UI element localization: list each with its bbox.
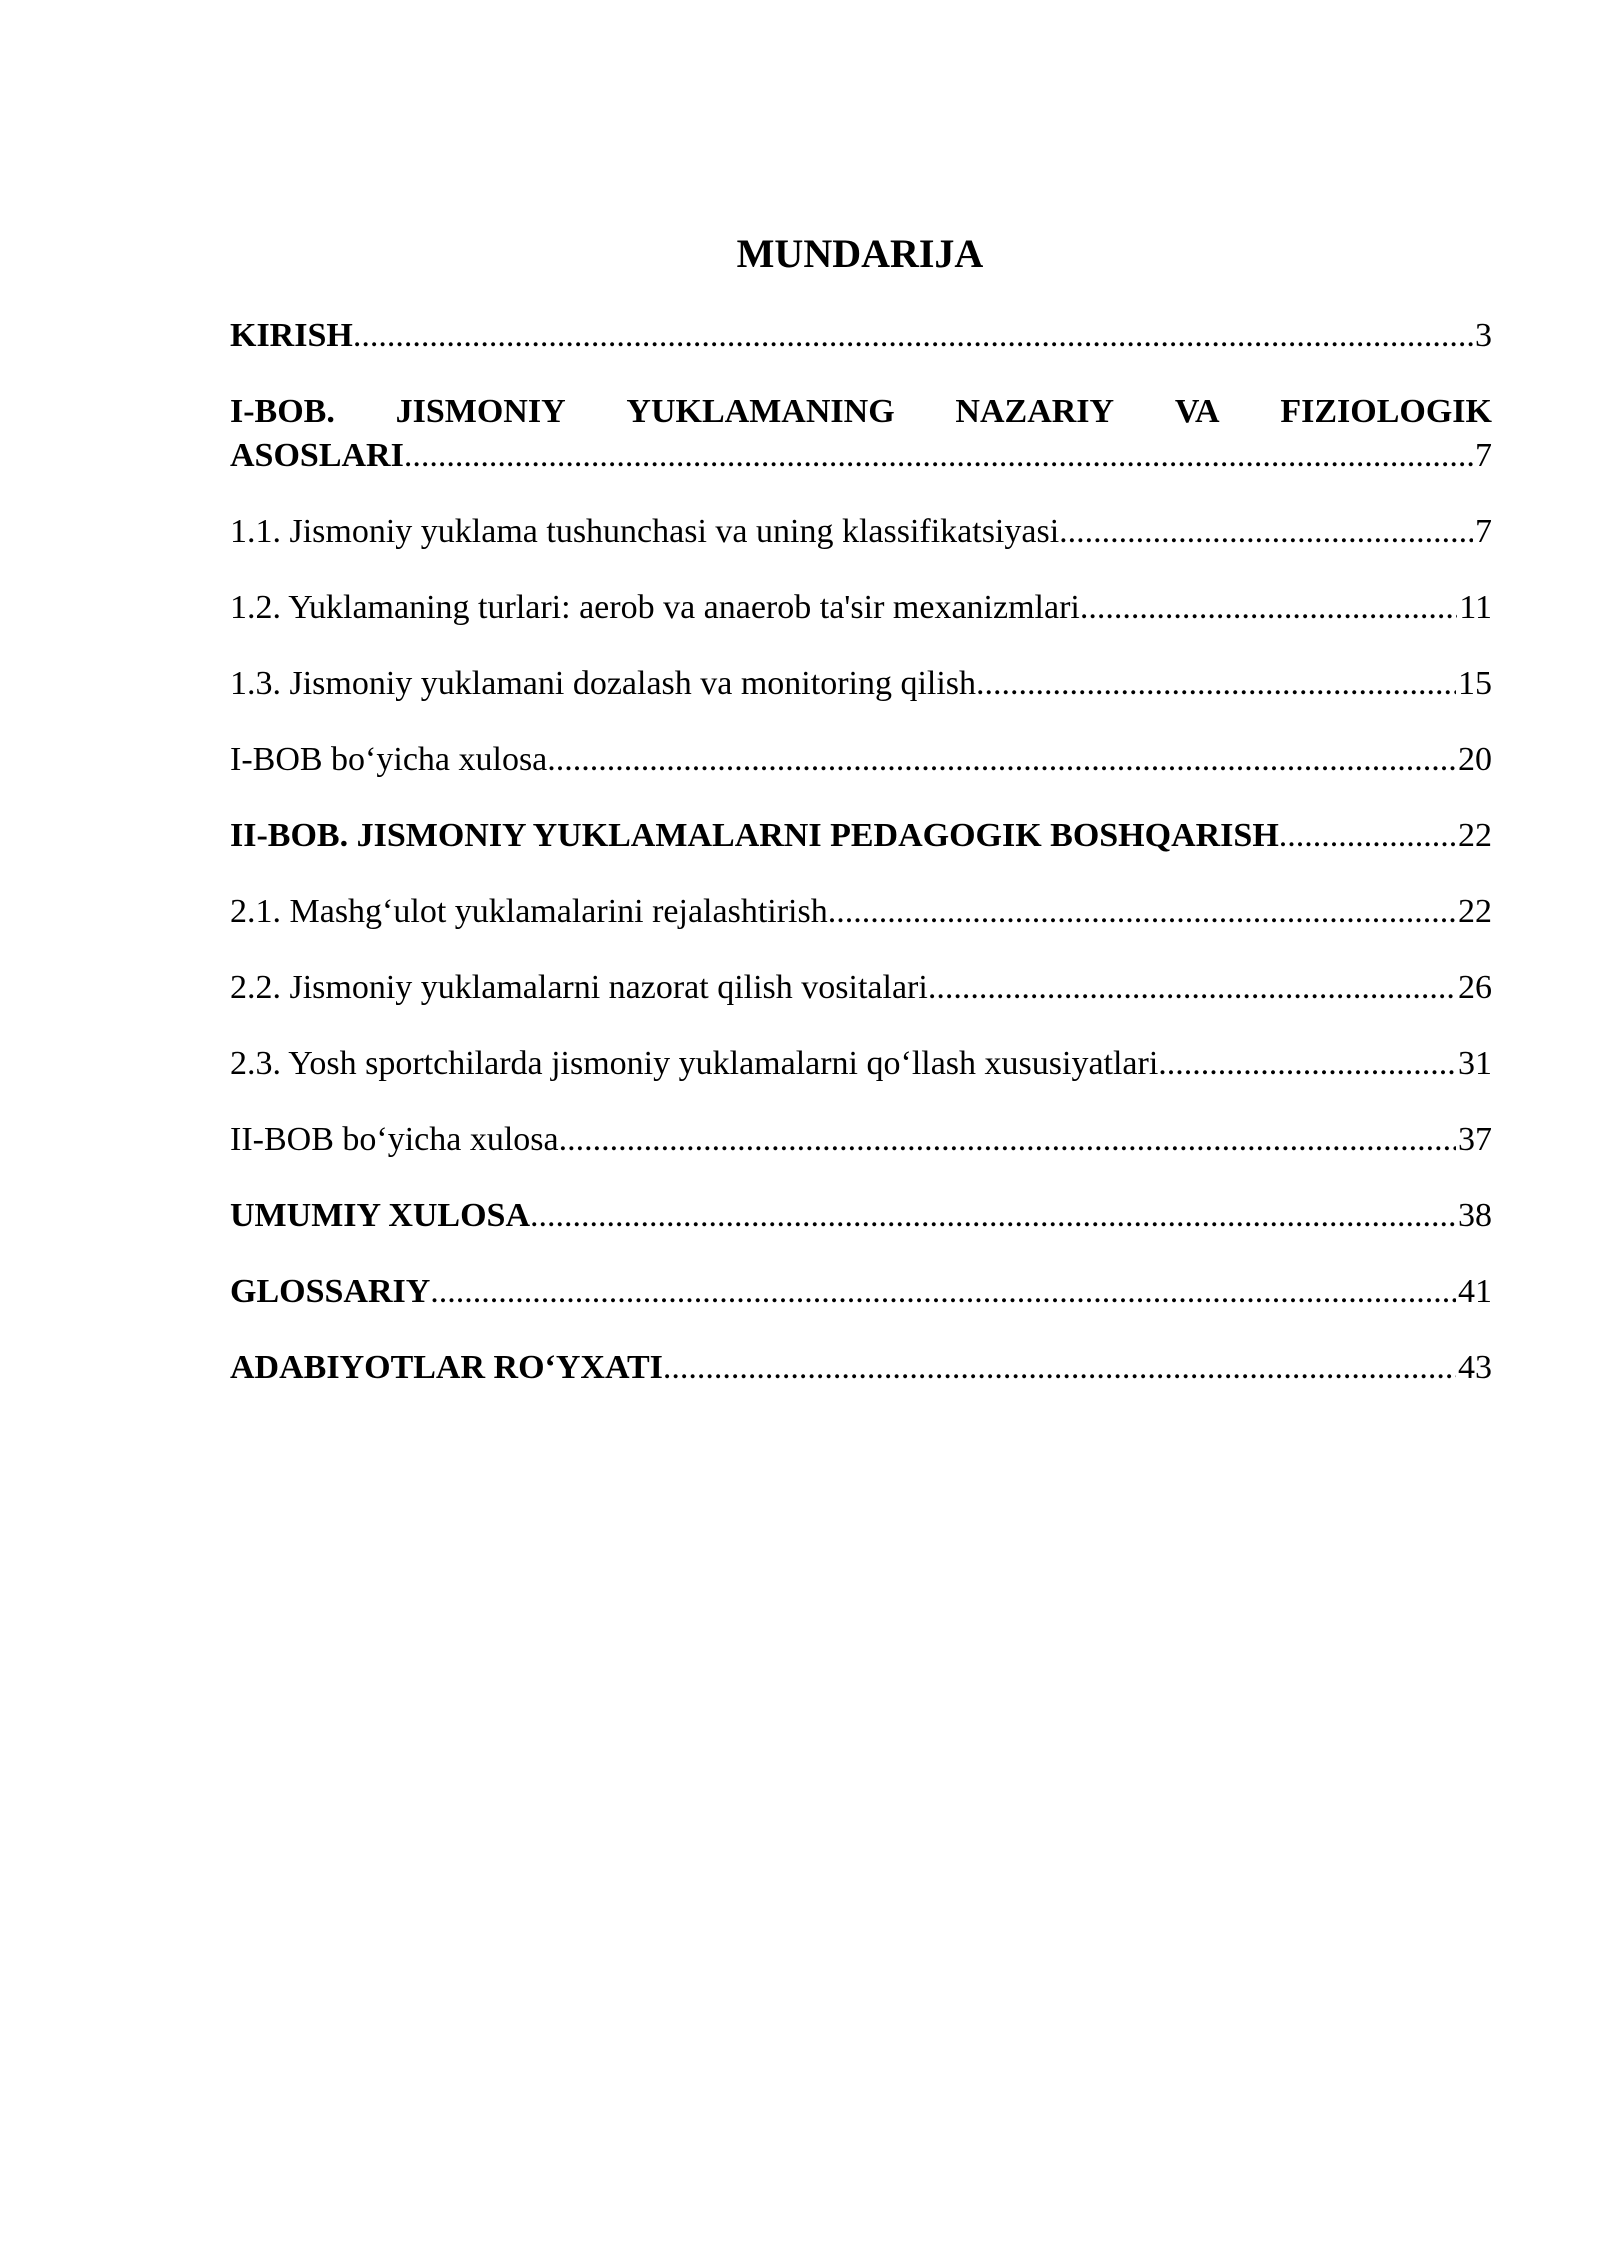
toc-entry-label-line1	[230, 390, 1492, 434]
toc-entry-1-1[interactable]	[230, 510, 1492, 554]
dot-leader	[559, 1118, 1456, 1162]
toc-entry-label: 2.2. Jismoniy yuklamalarni nazorat qilish vositalari	[230, 969, 928, 1006]
toc-entry-label: II-BOB. JISMONIY YUKLAMALARNI PEDAGOGIK BOSHQARISH	[230, 817, 1279, 854]
dot-leader	[976, 662, 1456, 706]
toc-entry-label: 1.2. Yuklamaning turlari: aerob va anaerob ta'sir mexanizmlari	[230, 589, 1080, 626]
dot-leader	[1279, 814, 1456, 858]
dot-leader	[530, 1194, 1456, 1238]
dot-leader	[828, 890, 1456, 934]
dot-leader	[430, 1270, 1456, 1314]
toc-entry-1-3[interactable]	[230, 662, 1492, 706]
toc-page-number: 26	[1458, 969, 1492, 1006]
dot-leader	[353, 314, 1473, 358]
toc-entry-chapter-1-conclusion[interactable]	[230, 738, 1492, 782]
toc-entry-label: 2.3. Yosh sportchilarda jismoniy yuklamalarni qo‘llash xususiyatlari	[230, 1045, 1159, 1082]
toc-entry-word: YUKLAMANING	[626, 393, 895, 430]
toc-entry-label: 1.3. Jismoniy yuklamani dozalash va monitoring qilish	[230, 665, 977, 702]
toc-entry-label: ASOSLARI	[230, 437, 404, 474]
toc-entry-2-1[interactable]	[230, 890, 1492, 934]
toc-entry-word: VA	[1174, 393, 1220, 430]
dot-leader	[928, 966, 1456, 1010]
toc-entry-label: GLOSSARIY	[230, 1273, 431, 1310]
toc-page-number: 31	[1458, 1045, 1492, 1082]
toc-page-number: 37	[1458, 1121, 1492, 1158]
toc-entry-references[interactable]	[230, 1346, 1492, 1390]
toc-page-number: 15	[1458, 665, 1492, 702]
dot-leader	[1059, 510, 1473, 554]
toc-page-number: 11	[1459, 589, 1492, 626]
toc-page-number: 41	[1458, 1273, 1492, 1310]
toc-entry-word: I-BOB.	[230, 393, 335, 430]
toc-page-number: 20	[1458, 741, 1492, 778]
toc-entry-label: 2.1. Mashg‘ulot yuklamalarini rejalashtirish	[230, 893, 828, 930]
dot-leader	[1080, 586, 1457, 630]
toc-entry-chapter-2[interactable]	[230, 814, 1492, 858]
toc-page-number: 7	[1475, 437, 1492, 474]
toc-page-number: 22	[1458, 817, 1492, 854]
toc-entry-2-3[interactable]	[230, 1042, 1492, 1086]
toc-entry-chapter-2-conclusion[interactable]	[230, 1118, 1492, 1162]
toc-entry-label: I-BOB bo‘yicha xulosa	[230, 741, 548, 778]
toc-entry-chapter-1[interactable]	[230, 390, 1492, 478]
dot-leader	[547, 738, 1456, 782]
toc-entry-label: II-BOB bo‘yicha xulosa	[230, 1121, 559, 1158]
toc-entry-label: UMUMIY XULOSA	[230, 1197, 531, 1234]
toc-entry-word: FIZIOLOGIK	[1280, 393, 1492, 430]
toc-entry-word: JISMONIY	[395, 393, 566, 430]
dot-leader	[663, 1346, 1456, 1390]
dot-leader	[404, 434, 1473, 478]
toc-page-number: 3	[1475, 317, 1492, 354]
toc-entry-label: KIRISH	[230, 317, 353, 354]
toc-entry-word: NAZARIY	[955, 393, 1115, 430]
toc-entry-1-2[interactable]	[230, 586, 1492, 630]
toc-entry-glossary[interactable]	[230, 1270, 1492, 1314]
toc-page-number: 38	[1458, 1197, 1492, 1234]
toc-entry-2-2[interactable]	[230, 966, 1492, 1010]
dot-leader	[1158, 1042, 1456, 1086]
toc-page-number: 7	[1475, 513, 1492, 550]
toc-entry-label: ADABIYOTLAR RO‘YXATI	[230, 1349, 663, 1386]
page-title: MUNDARIJA	[736, 231, 984, 276]
toc-entry-kirish[interactable]	[230, 314, 1492, 358]
toc-entry-general-conclusion[interactable]	[230, 1194, 1492, 1238]
toc-entry-label: 1.1. Jismoniy yuklama tushunchasi va uning klassifikatsiyasi	[230, 513, 1060, 550]
toc-page-number: 22	[1458, 893, 1492, 930]
toc-page-number: 43	[1458, 1349, 1492, 1386]
